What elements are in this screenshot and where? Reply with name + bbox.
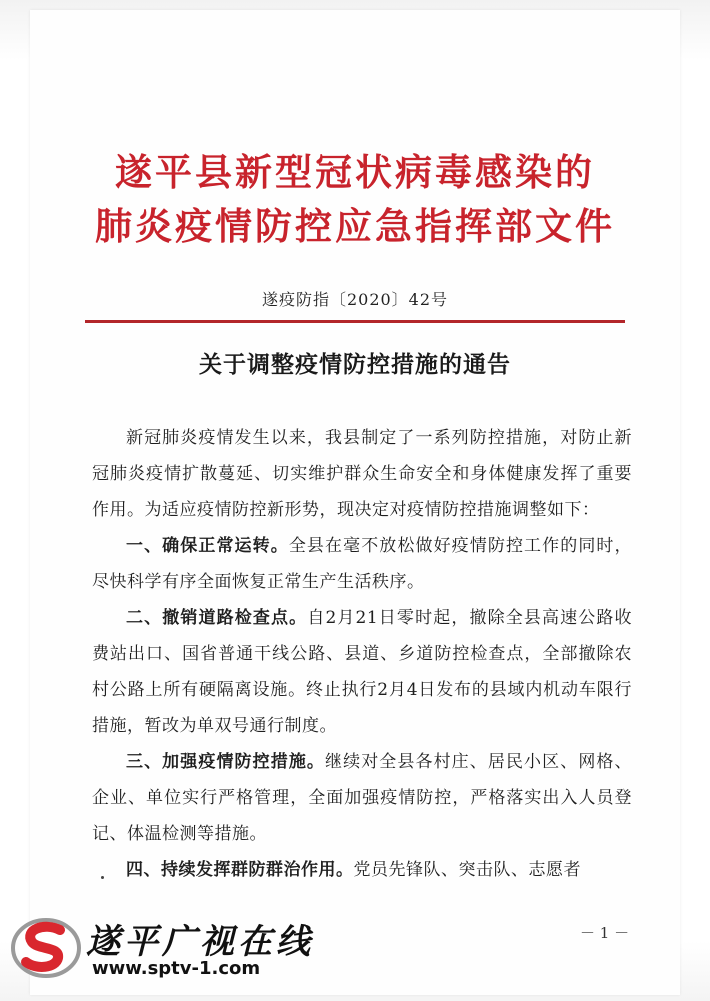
paragraph-item-1-heading: 一、确保正常运转。 (126, 536, 289, 556)
page-number: － 1 － (580, 924, 630, 942)
sptv-logo-icon (10, 916, 82, 980)
paragraph-intro-text: 新冠肺炎疫情发生以来，我县制定了一系列防控措施，对防止新冠肺炎疫情扩散蔓延、切实维护群众生命安全和身体健康发挥了重要作用。为适应疫情防控新形势，现决定对疫情防控措施调整如下： (92, 428, 632, 520)
notice-title: 关于调整疫情防控措施的通告 (199, 351, 511, 378)
paragraph-item-4-heading: 四、持续发挥群防群治作用。 (126, 860, 354, 880)
paragraph-item-1-text: 全县在毫不放松做好疫情防控工作的同时，尽快科学有序全面恢复正常生产生活秩序。 (92, 536, 633, 592)
paragraph-item-4 (92, 852, 632, 888)
scan-dot-mark (101, 876, 104, 879)
document-header-title-line1: 遂平县新型冠状病毒感染的 (115, 150, 595, 194)
paragraph-item-1 (92, 528, 632, 600)
document-body (92, 420, 632, 888)
paragraph-item-3-heading: 三、加强疫情防控措施。 (126, 752, 326, 772)
paragraph-item-2-text: 自2月21日零时起，撤除全县高速公路收费站出口、国省普通干线公路、县道、乡道防控检查点，全部撤除农村公路上所有硬隔离设施。终止执行2月4日发布的县域内机动车限行措施，暂改为单双号通行制度。 (92, 608, 633, 736)
tv-station-watermark (10, 912, 314, 992)
paragraph-intro (92, 420, 632, 528)
red-divider-line (85, 320, 625, 323)
paragraph-item-3 (92, 744, 632, 852)
watermark-url: www.sptv-1.com (92, 958, 261, 979)
document-header-title-line2: 肺炎疫情防控应急指挥部文件 (95, 204, 615, 248)
paragraph-item-2-heading: 二、撤销道路检查点。 (126, 608, 308, 628)
paragraph-item-2 (92, 600, 632, 744)
document-number: 遂疫防指〔2020〕42号 (261, 290, 449, 309)
paragraph-item-3-text: 继续对全县各村庄、居民小区、网格、企业、单位实行严格管理，全面加强疫情防控，严格落实出入人员登记、体温检测等措施。 (92, 752, 633, 844)
watermark-station-name: 遂平广视在线 (86, 922, 314, 962)
paragraph-item-4-text: 党员先锋队、突击队、志愿者 (353, 860, 581, 880)
